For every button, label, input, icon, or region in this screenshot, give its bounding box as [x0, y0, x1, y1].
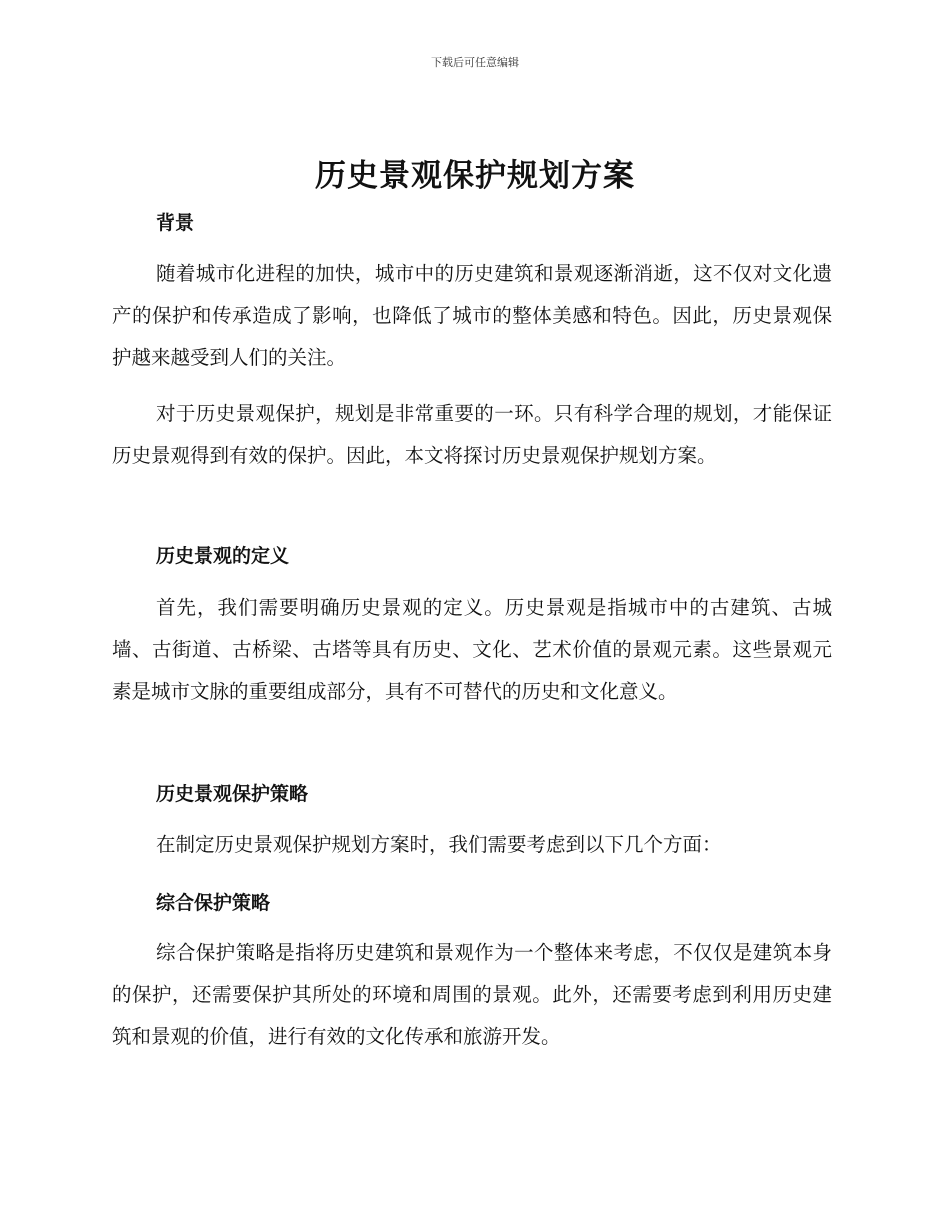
- paragraph-comprehensive: 综合保护策略是指将历史建筑和景观作为一个整体来考虑，不仅仅是建筑本身的保护，还需要保护其所处的环境和周围的景观。此外，还需要考虑到利用历史建筑和景观的价值，进行有效的文化传承和旅游开发。: [112, 941, 832, 1048]
- document-title: 历史景观保护规划方案: [315, 158, 635, 194]
- paragraph-strategy-intro: 在制定历史景观保护规划方案时，我们需要考虑到以下几个方面：: [156, 833, 722, 856]
- section-heading-comprehensive: 综合保护策略: [156, 892, 271, 914]
- paragraph-background-1: 随着城市化进程的加快，城市中的历史建筑和景观逐渐消逝，这不仅对文化遗产的保护和传承造成了影响，也降低了城市的整体美感和特色。因此，历史景观保护越来越受到人们的关注。: [112, 262, 832, 369]
- paragraph-background-2: 对于历史景观保护，规划是非常重要的一环。只有科学合理的规划，才能保证历史景观得到有效的保护。因此，本文将探讨历史景观保护规划方案。: [112, 402, 832, 467]
- section-heading-strategy: 历史景观保护策略: [156, 783, 309, 805]
- paragraph-definition: 首先，我们需要明确历史景观的定义。历史景观是指城市中的古建筑、古城墙、古街道、古桥梁、古塔等具有历史、文化、艺术价值的景观元素。这些景观元素是城市文脉的重要组成部分，具有不可替代的历史和文化意义。: [112, 596, 832, 703]
- section-heading-definition: 历史景观的定义: [156, 545, 290, 567]
- header-note: 下载后可任意编辑: [431, 56, 519, 69]
- section-heading-background: 背景: [156, 212, 195, 234]
